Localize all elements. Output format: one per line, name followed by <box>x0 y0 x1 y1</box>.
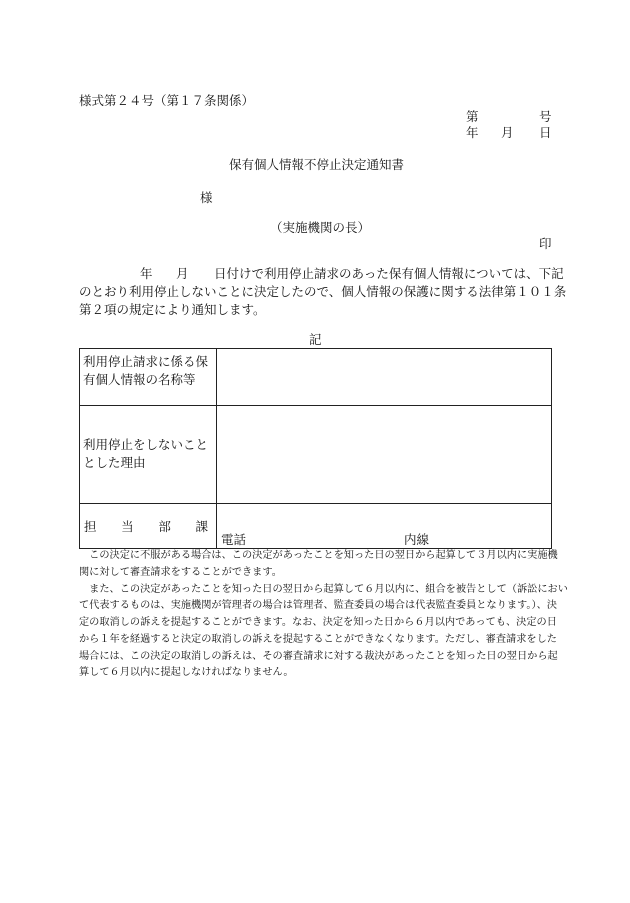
row-label-reason: 利用停止をしないこととした理由 <box>80 406 217 504</box>
body-line-3: 第２項の規定により通知します。 <box>79 302 266 317</box>
details-table <box>79 348 552 549</box>
dept-char: 当 <box>121 519 134 534</box>
number-suffix: 号 <box>539 109 552 124</box>
body-month: 月 <box>176 266 189 281</box>
sender: （実施機関の長） <box>270 220 371 235</box>
dept-char: 部 <box>158 519 171 534</box>
date-day: 日 <box>539 125 552 140</box>
row-value-reason <box>217 406 552 504</box>
row-label-department <box>80 504 217 549</box>
body-line-2: のとおり利用停止しないことに決定したので、個人情報の保護に関する法律第１０１条 <box>79 284 567 299</box>
note-line: 定の取消しの訴えを提起することができます。なお、決定を知った日から６月以内であっても、決定の日 <box>79 617 557 628</box>
note-line: 算して６月以内に提起しなければなりません。 <box>79 667 294 678</box>
body-line-1: 日付けで利用停止請求のあった保有個人情報については、下記 <box>214 266 564 281</box>
row-value-info-name <box>217 349 552 406</box>
date-month: 月 <box>501 125 514 140</box>
note-line: 場合には、この決定の取消しの訴えは、その審査請求に対する裁決があったことを知った日の翌日から起 <box>79 651 558 662</box>
row-label-info-name: 利用停止請求に係る保有個人情報の名称等 <box>80 349 217 406</box>
dept-char: 課 <box>195 519 208 534</box>
form-number: 様式第２４号（第１７条関係） <box>79 93 255 108</box>
date-year: 年 <box>466 125 479 140</box>
addressee-suffix: 様 <box>200 190 213 205</box>
note-line: から１年を経過すると決定の取消しの訴えを提起することができなくなります。ただし、審査請求をした <box>79 634 557 645</box>
seal-mark: 印 <box>539 236 552 251</box>
ki-heading: 記 <box>309 332 322 347</box>
row-value-department <box>217 504 552 549</box>
note-line: この決定に不服がある場合は、この決定があったことを知った日の翌日から起算して３月以内に実施機 <box>79 550 558 561</box>
number-prefix: 第 <box>466 109 479 124</box>
phone-label: 電話 <box>221 532 247 547</box>
note-line: また、この決定があったことを知った日の翌日から起算して６月以内に、組合を被告として（訴訟におい <box>79 584 568 595</box>
extension-label: 内線 <box>404 532 430 547</box>
note-line: て代表するものは、実施機関が管理者の場合は管理者、監査委員の場合は代表監査委員となります。）、決 <box>79 600 557 611</box>
dept-char: 担 <box>84 519 97 534</box>
body-year: 年 <box>140 266 153 281</box>
document-title: 保有個人情報不停止決定通知書 <box>229 157 405 172</box>
note-line: 関に対して審査請求をすることができます。 <box>79 567 282 578</box>
